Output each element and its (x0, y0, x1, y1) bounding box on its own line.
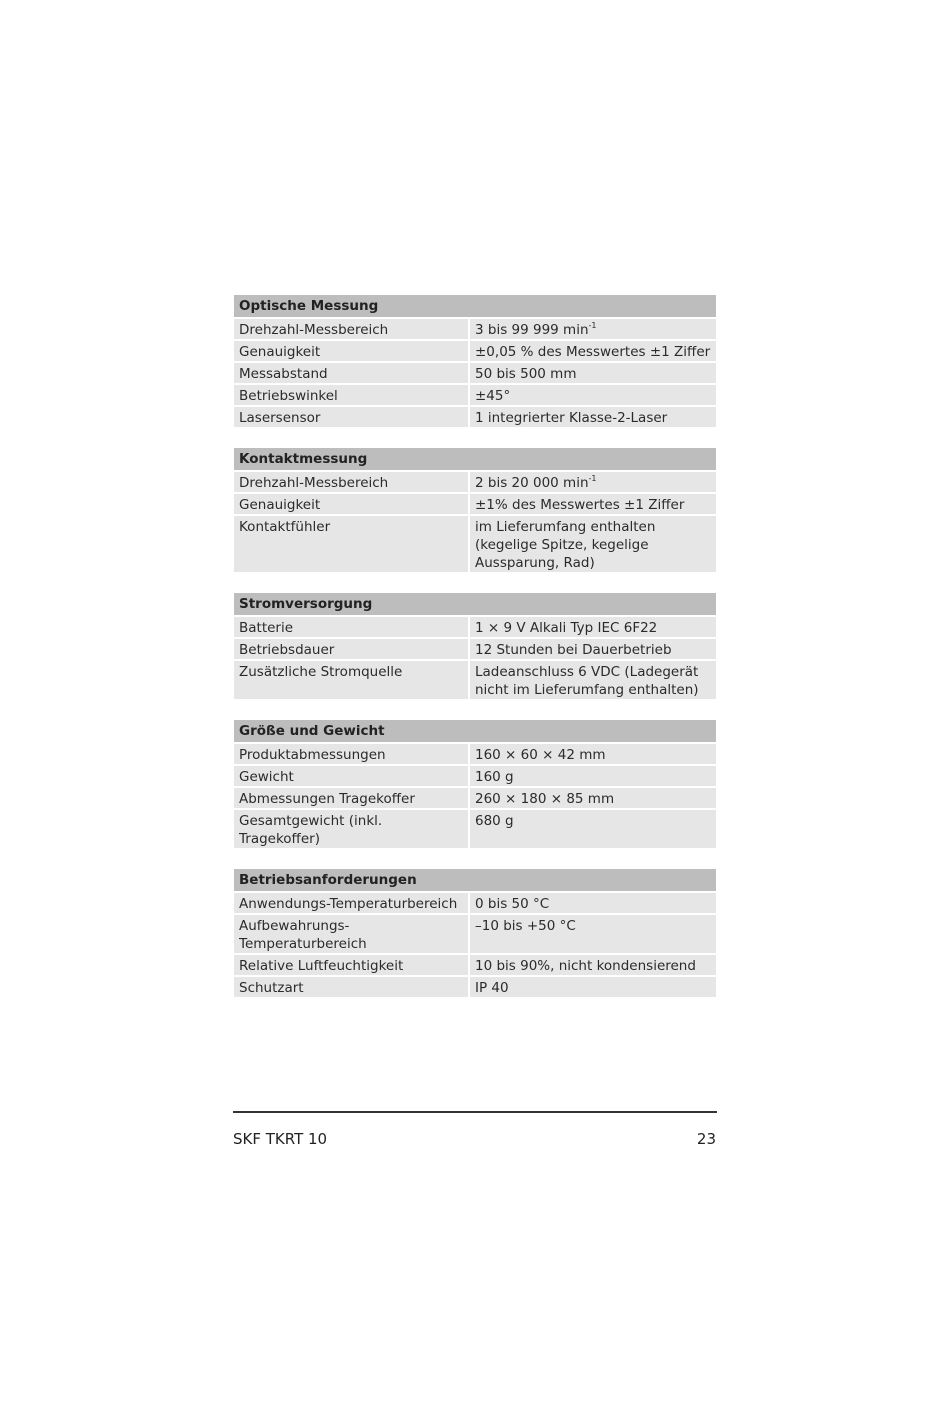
row-value: 160 × 60 × 42 mm (470, 744, 716, 764)
value-text: 2 bis 20 000 min (475, 475, 589, 491)
section-stromversorgung (234, 593, 716, 699)
footer-product-name: SKF TKRT 10 (233, 1130, 328, 1148)
row-value: 0 bis 50 °C (470, 893, 716, 913)
row-value: Ladeanschluss 6 VDC (Ladegerät nicht im Lieferumfang enthalten) (470, 661, 716, 699)
row-label: Lasersensor (234, 407, 468, 427)
row-label: Genauigkeit (234, 494, 468, 514)
row-label: Betriebswinkel (234, 385, 468, 405)
row-label: Abmessungen Tragekoffer (234, 788, 468, 808)
row-value: –10 bis +50 °C (470, 915, 716, 953)
row-label: Messabstand (234, 363, 468, 383)
table-row (234, 810, 716, 848)
row-value: 12 Stunden bei Dauerbetrieb (470, 639, 716, 659)
row-value (470, 472, 716, 492)
row-value: im Lieferumfang enthalten (kegelige Spitze, kegelige Aussparung, Rad) (470, 516, 716, 572)
table-row (234, 617, 716, 637)
section-heading: Betriebsanforderungen (234, 869, 716, 891)
table-row (234, 977, 716, 997)
row-label: Batterie (234, 617, 468, 637)
table-row (234, 893, 716, 913)
row-label: Genauigkeit (234, 341, 468, 361)
table-row (234, 341, 716, 361)
row-value: 50 bis 500 mm (470, 363, 716, 383)
row-value: IP 40 (470, 977, 716, 997)
table-row (234, 915, 716, 953)
value-text: 3 bis 99 999 min (475, 322, 589, 338)
footer-divider (233, 1111, 717, 1113)
row-label: Relative Luftfeuchtigkeit (234, 955, 468, 975)
table-row (234, 472, 716, 492)
row-value: 10 bis 90%, nicht kondensierend (470, 955, 716, 975)
table-row (234, 661, 716, 699)
section-optische-messung (234, 295, 716, 427)
row-value: 160 g (470, 766, 716, 786)
row-label: Drehzahl-Messbereich (234, 319, 468, 339)
table-row (234, 788, 716, 808)
table-row (234, 955, 716, 975)
row-value: 680 g (470, 810, 716, 848)
section-heading: Größe und Gewicht (234, 720, 716, 742)
table-row (234, 385, 716, 405)
section-heading: Kontaktmessung (234, 448, 716, 470)
table-row (234, 766, 716, 786)
unit-exponent: -1 (588, 474, 597, 483)
unit-exponent: -1 (588, 321, 597, 330)
table-row (234, 363, 716, 383)
row-label: Schutzart (234, 977, 468, 997)
row-value (470, 319, 716, 339)
row-label: Betriebsdauer (234, 639, 468, 659)
table-row (234, 744, 716, 764)
row-label: Drehzahl-Messbereich (234, 472, 468, 492)
row-value: 1 integrierter Klasse-2-Laser (470, 407, 716, 427)
table-row (234, 516, 716, 572)
section-groesse-und-gewicht (234, 720, 716, 848)
row-value: 1 × 9 V Alkali Typ IEC 6F22 (470, 617, 716, 637)
row-value: ±45° (470, 385, 716, 405)
section-betriebsanforderungen (234, 869, 716, 997)
row-value: 260 × 180 × 85 mm (470, 788, 716, 808)
row-label: Gewicht (234, 766, 468, 786)
row-label: Zusätzliche Stromquelle (234, 661, 468, 699)
footer-page-number: 23 (696, 1130, 716, 1148)
section-heading: Stromversorgung (234, 593, 716, 615)
row-value: ±0,05 % des Messwertes ±1 Ziffer (470, 341, 716, 361)
section-heading: Optische Messung (234, 295, 716, 317)
section-kontaktmessung (234, 448, 716, 572)
table-row (234, 639, 716, 659)
row-value: ±1% des Messwertes ±1 Ziffer (470, 494, 716, 514)
spec-tables (234, 295, 716, 1018)
row-label: Gesamtgewicht (inkl. Tragekoffer) (234, 810, 468, 848)
table-row (234, 494, 716, 514)
row-label: Produktabmessungen (234, 744, 468, 764)
row-label: Aufbewahrungs-Temperaturbereich (234, 915, 468, 953)
row-label: Anwendungs-Temperaturbereich (234, 893, 468, 913)
table-row (234, 319, 716, 339)
row-label: Kontaktfühler (234, 516, 468, 572)
table-row (234, 407, 716, 427)
